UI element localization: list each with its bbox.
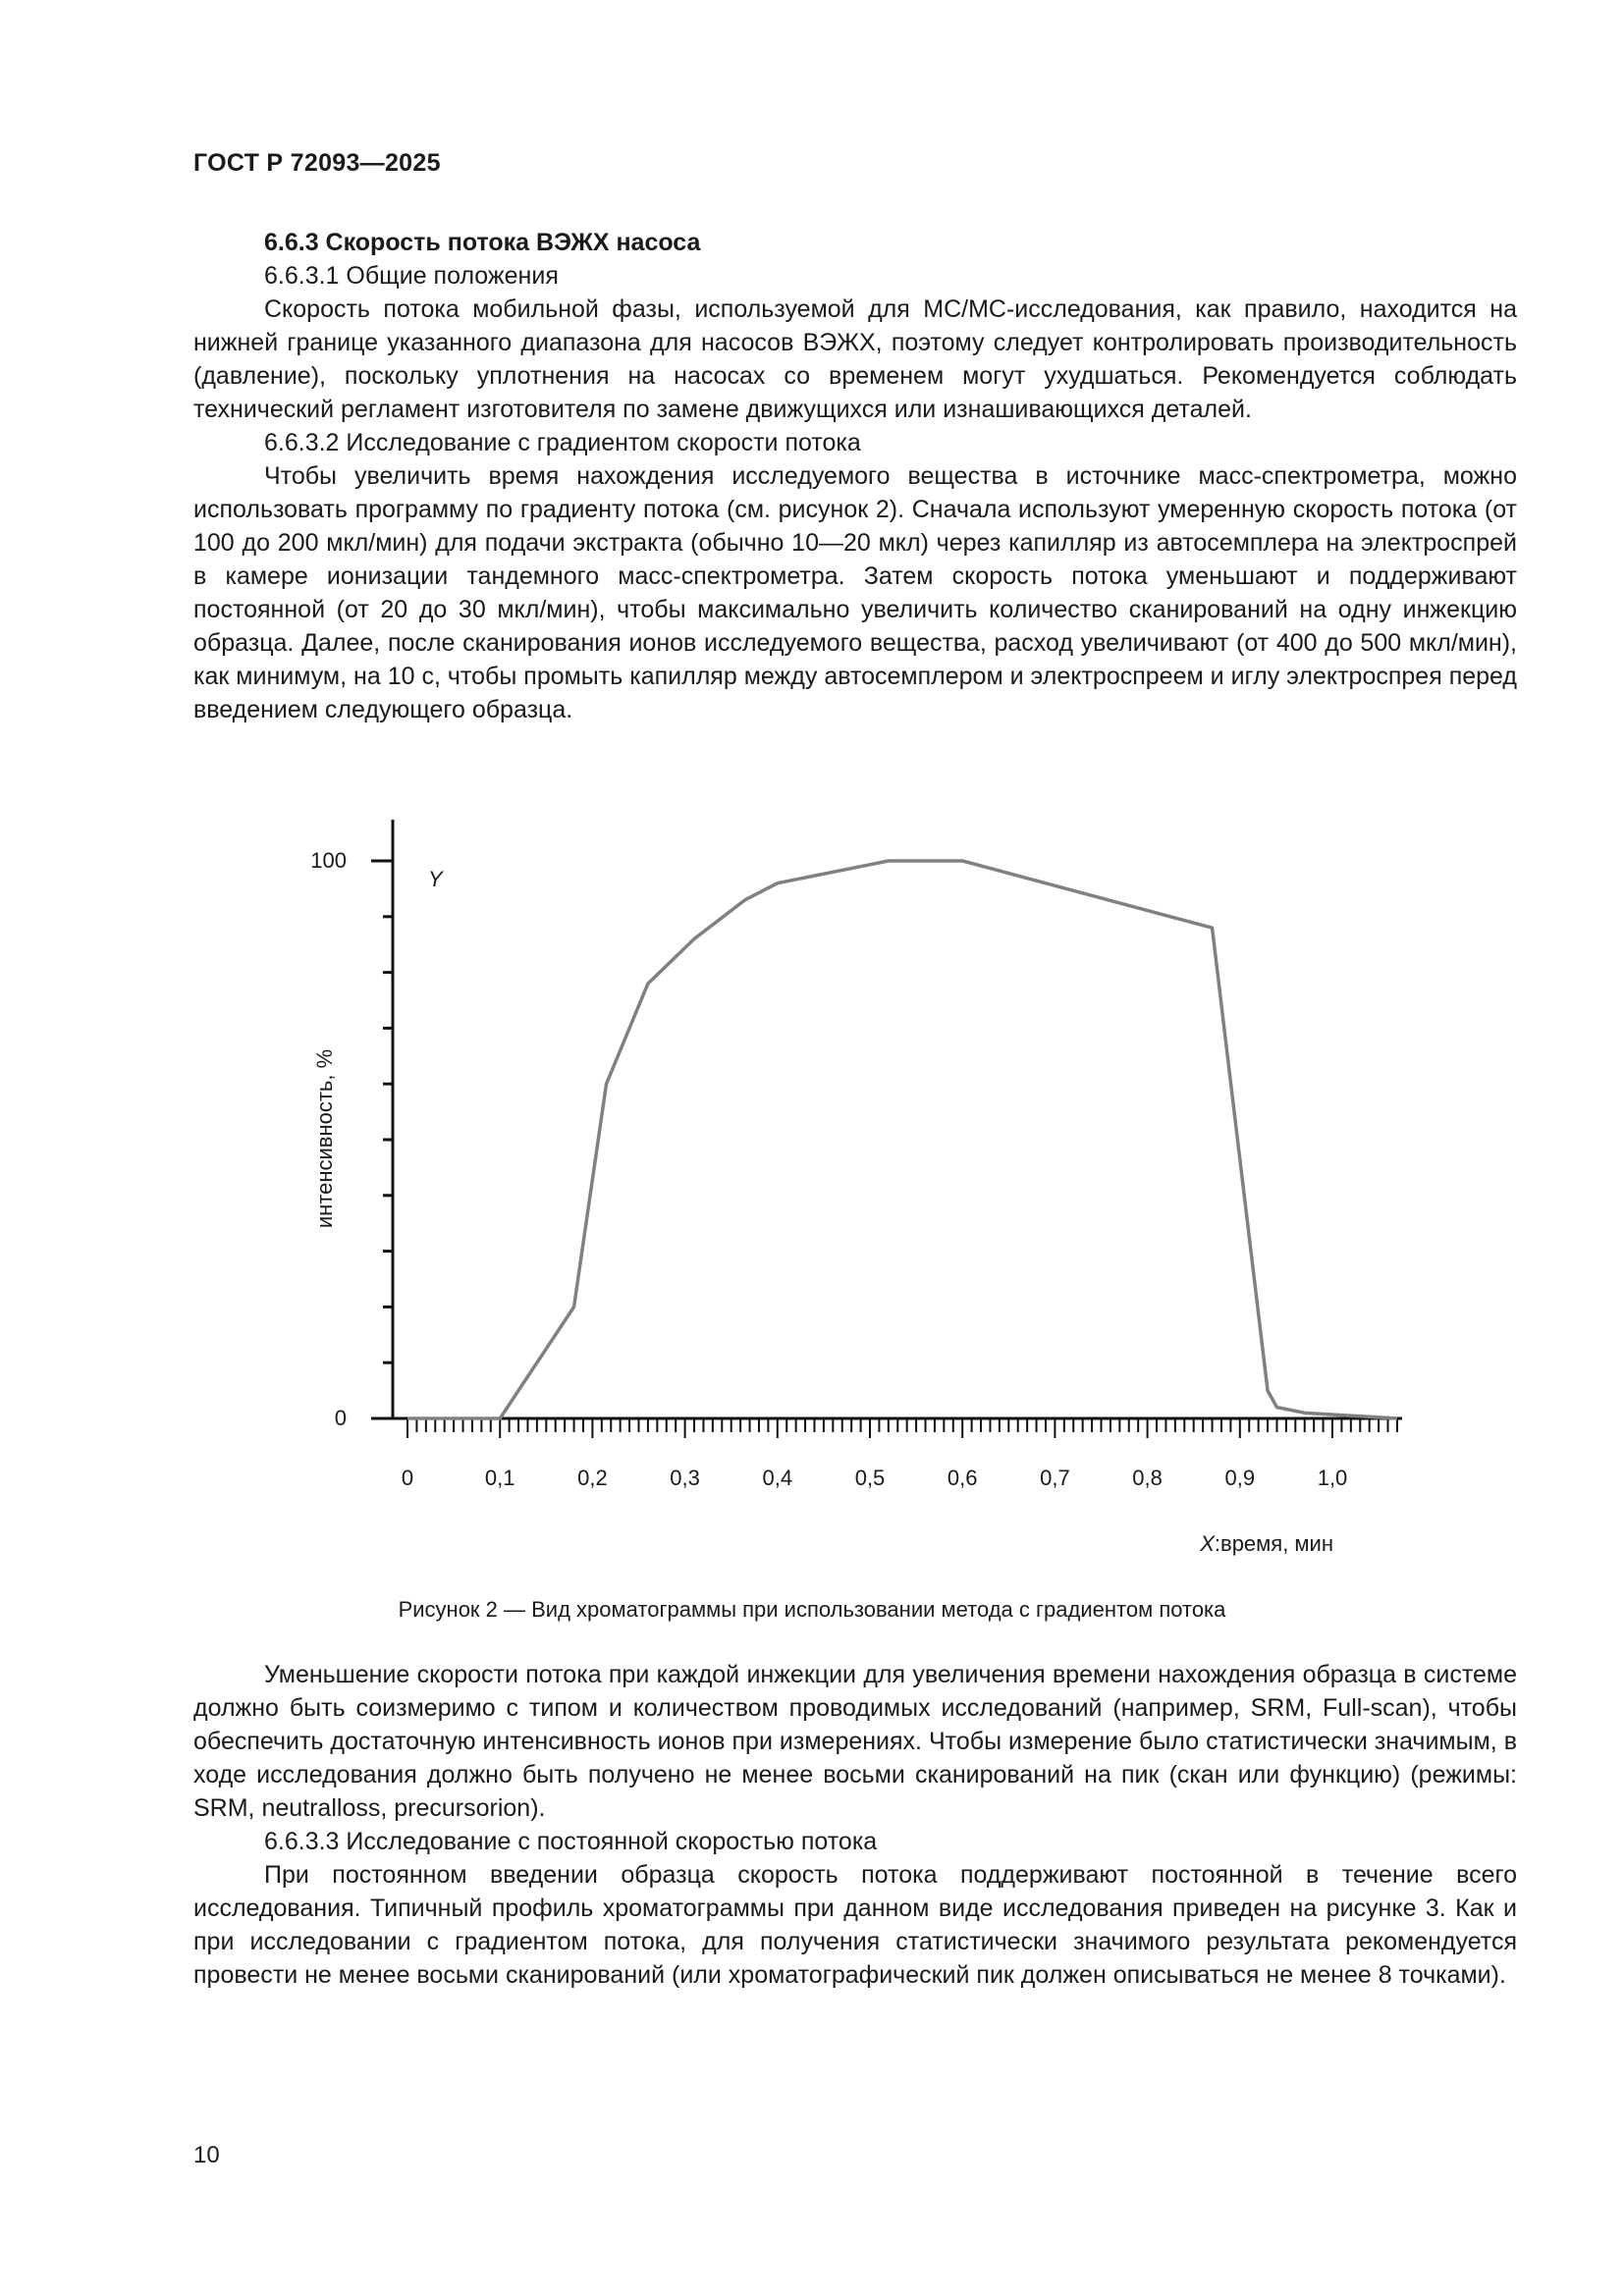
x-tick-label: 0,1	[484, 1466, 515, 1490]
x-tick-label: 0,5	[854, 1466, 886, 1490]
subsection-heading: 6.6.3.2 Исследование с градиентом скорости потока	[264, 429, 861, 456]
x-tick-label: 0,8	[1132, 1466, 1163, 1490]
x-axis-letter: X	[1200, 1531, 1215, 1556]
x-tick-label: 0,2	[577, 1466, 608, 1490]
paragraph: Скорость потока мобильной фазы, используемой для МС/МС-исследования, как правило, находится на нижней границе указанного диапазона для насосов ВЭЖХ, поэтому следует контролировать производительность (давление), поскольку уплотнения на насосах со временем могут ухудшаться. Рекомендуется соблюдать технический регламент изготовителя по замене движущихся или изнашивающихся деталей.	[193, 295, 1517, 423]
x-tick-label: 1,0	[1317, 1466, 1348, 1490]
y-tick-label: 0	[334, 1406, 347, 1430]
x-tick-label: 0,3	[670, 1466, 700, 1490]
y-axis-label: интенсивность, %	[312, 1048, 337, 1229]
figure-caption: Рисунок 2 — Вид хроматограммы при использовании метода с градиентом потока	[398, 1597, 1226, 1622]
x-tick-label: 0,4	[762, 1466, 793, 1490]
paragraph: При постоянном введении образца скорость потока поддерживают постоянной в течение всего исследования. Типичный профиль хроматограммы при данном виде исследования приведен на рисунке 3. Как и при исследовании с градиентом потока, для получения статистически значимого результата рекомендуется провести не менее восьми сканирований (или хроматографический пик должен описываться не менее 8 точками).	[193, 1861, 1517, 1989]
x-tick-label: 0,6	[947, 1466, 978, 1490]
section-heading: 6.6.3 Скорость потока ВЭЖХ насоса	[264, 229, 701, 256]
subsection-heading: 6.6.3.3 Исследование с постоянной скоростью потока	[264, 1828, 878, 1855]
chromatogram-chart	[0, 785, 1624, 1571]
page-number: 10	[193, 2142, 220, 2168]
paragraph: Уменьшение скорости потока при каждой инжекции для увеличения времени нахождения образца в системе должно быть соизмеримо с типом и количеством проводимых исследований (например, SRM, Full-scan), чтобы обеспечить достаточную интенсивность ионов при измерениях. Чтобы измерение было статистически значимым, в ходе исследования должно быть получено не менее восьми сканирований на пик (скан или функцию) (режимы: SRM, neutralloss, precursorion).	[193, 1661, 1517, 1822]
paragraph: Чтобы увеличить время нахождения исследуемого вещества в источнике масс-спектрометра, можно использовать программу по градиенту потока (см. рисунок 2). Сначала используют умеренную скорость потока (от 100 до 200 мкл/мин) для подачи экстракта (обычно 10—20 мкл) через капилляр из автосемплера на электроспрей в камере ионизации тандемного масс-спектрометра. Затем скорость потока уменьшают и поддерживают постоянной (от 20 до 30 мкл/мин), чтобы максимально увеличить количество сканирований на одну инжекцию образца. Далее, после сканирования ионов исследуемого вещества, расход увеличивают (от 400 до 500 мкл/мин), как минимум, на 10 с, чтобы промыть капилляр между автосемплером и электроспреем и иглу электроспрея перед введением следующего образца.	[193, 462, 1517, 723]
document-header: ГОСТ Р 72093—2025	[193, 149, 441, 177]
subsection-heading: 6.6.3.1 Общие положения	[264, 262, 559, 290]
x-tick-label: 0,9	[1224, 1466, 1256, 1490]
y-tick-label: 100	[310, 848, 347, 873]
x-axis-label	[1199, 1531, 1333, 1556]
x-axis-title: :время, мин	[1214, 1531, 1333, 1556]
text-block-before-figure	[193, 226, 1517, 726]
y-axis-letter: Y	[428, 867, 443, 891]
figure-2	[0, 785, 1624, 1571]
text-block-after-figure	[193, 1658, 1517, 1992]
x-tick-label: 0,7	[1040, 1466, 1070, 1490]
x-tick-label: 0	[401, 1466, 414, 1490]
series-line-intensity	[407, 861, 1397, 1418]
